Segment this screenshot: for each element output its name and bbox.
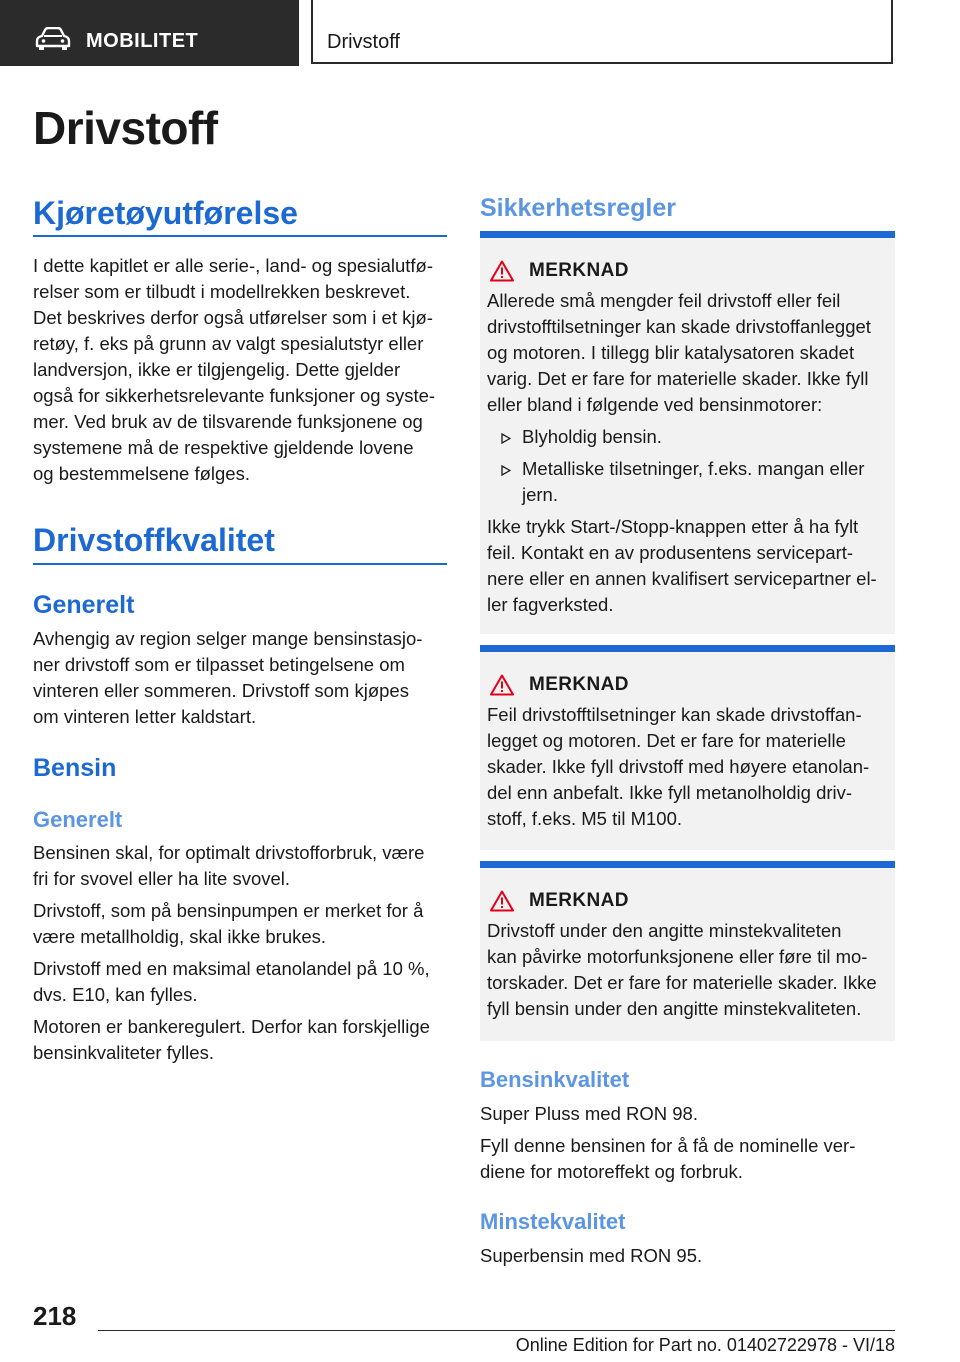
triangle-bullet-icon [501, 433, 511, 444]
notice-text: Ikke trykk Start-/Stopp-knappen etter å ha fylt feil. Kontakt en av produsentens servicepart- nere eller en annen kvalifisert servicepartner el- ler fagverksted. [487, 516, 877, 615]
paragraph-knock: Motoren er bankeregulert. Derfor kan forskjellige bensinkvaliteter fylles. [33, 1016, 430, 1063]
notice-title: MERKNAD [529, 674, 629, 695]
heading-general: Generelt [33, 591, 135, 619]
paragraph-sulfur: Bensinen skal, for optimalt drivstofforbruk, være fri for svovel eller ha lite svovel. [33, 842, 425, 889]
heading-petrol-general: Generelt [33, 807, 123, 832]
warning-triangle-icon [490, 674, 514, 696]
notice-title: MERKNAD [529, 260, 629, 281]
chapter-label: Drivstoff [327, 31, 400, 53]
notice-text: Drivstoff under den angitte minstekvaliteten kan påvirke motorfunksjonene eller føre til mo- torskader. Det er fare for materielle skader. Ikke fyll bensin under den angitte minstekvaliteten. [487, 920, 877, 1019]
paragraph-metal: Drivstoff, som på bensinpumpen er merket for å være metallholdig, skal ikke brukes. [33, 900, 424, 947]
paragraph-nominal: Fyll denne bensinen for å få de nominelle ver- diene for motoreffekt og forbruk. [480, 1135, 856, 1182]
warning-triangle-icon [490, 260, 514, 282]
notice-list [487, 424, 887, 508]
heading-petrol: Bensin [33, 754, 117, 782]
notice-box [480, 645, 895, 850]
page-number: 218 [33, 1301, 77, 1331]
notice-box [480, 861, 895, 1041]
section-tab[interactable] [0, 0, 299, 66]
paragraph-general: Avhengig av region selger mange bensinstasjo- ner drivstoff som er tilpasset betingelsene om vinteren eller sommeren. Drivstoff som kjøpes om vinteren letter kaldstart. [33, 628, 423, 727]
paragraph-ethanol: Drivstoff med en maksimal etanolandel på 10 %, dvs. E10, kan fylles. [33, 958, 430, 1005]
footer-rule [98, 1330, 895, 1331]
heading-vehicle-version: Kjøretøyutførelse [33, 193, 447, 237]
edition-text: Online Edition for Part no. 01402722978 - VI/18 [515, 1335, 895, 1355]
chapter-tab[interactable] [311, 0, 893, 64]
notice-text: Allerede små mengder feil drivstoff eller feil drivstofftilsetninger kan skade drivstoffanlegget og motoren. I tillegg blir katalysatoren skadet varig. Det er fare for materielle skader. Ikke fyll eller bland i følgende ved bensinmotorer: [487, 290, 871, 415]
paragraph-vehicle-version: I dette kapitlet er alle serie-, land- og spesialutfø- relser som er tilbudt i modellrekken beskrevet. Det beskrives derfor også utførelser som i et kjø- retøy, f. eks på grunn av valgt spesialutstyr eller landversjon, ikke er tilgjengelig. Dette gjelder også for sikkerhetsrelevante funksjoner og syste- mer. Ved bruk av de tilsvarende funksjonene og systemene må de respektive gjeldende lovene og bestemmelsene følges. [33, 255, 436, 484]
list-item: Metalliske tilsetninger, f.eks. mangan eller jern. [487, 456, 887, 508]
notice-title: MERKNAD [529, 890, 629, 911]
notice-box [480, 231, 895, 634]
heading-min-quality: Minstekvalitet [480, 1209, 626, 1234]
page-title: Drivstoff [33, 102, 218, 154]
section-label: MOBILITET [86, 30, 199, 52]
heading-petrol-quality: Bensinkvalitet [480, 1067, 630, 1092]
heading-fuel-quality: Drivstoffkvalitet [33, 520, 447, 565]
triangle-bullet-icon [501, 465, 511, 476]
paragraph-ron95: Superbensin med RON 95. [480, 1245, 703, 1266]
list-item: Blyholdig bensin. [487, 424, 887, 450]
paragraph-ron98: Super Pluss med RON 98. [480, 1103, 698, 1124]
notice-text: Feil drivstofftilsetninger kan skade drivstoffan- legget og motoren. Det er fare for materielle skader. Ikke fyll drivstoff med høyere etanolan- del enn anbefalt. Ikke fyll metanolholdig driv- stoff, f.eks. M5 til M100. [487, 704, 870, 829]
warning-triangle-icon [490, 890, 514, 912]
car-icon [35, 27, 71, 51]
heading-safety: Sikkerhetsregler [480, 194, 676, 222]
